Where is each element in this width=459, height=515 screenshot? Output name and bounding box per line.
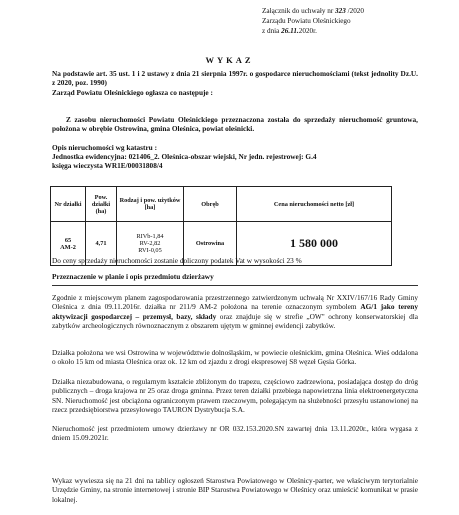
sale-statement: Z zasobu nieruchomości Powiatu Oleśnickiego przeznaczona została do sprzedaży nieruchomość gruntowa, położona w obrębie Ostrowina, gmina Oleśnica, powiat oleśnicki. bbox=[52, 115, 418, 134]
paragraph-location: Działka położona we wsi Ostrowina w województwie dolnośląskim, w powiecie oleśnickim, gmina Oleśnica. Wieś oddalona o około 15 km od miasta Oleśnica oraz ok. 12 km od zjazdu z drogi ekspresowej S8 węzeł Gęsia Górka. bbox=[52, 348, 418, 367]
property-table bbox=[50, 186, 392, 266]
cell-soil: RIVb-1,84 RV-2,82 RVI-0,05 bbox=[117, 222, 184, 266]
annex-line-1: Załącznik do uchwały nr 323 /2020 bbox=[262, 7, 364, 15]
legal-basis: Na podstawie art. 35 ust. 1 i 2 ustawy z dnia 21 sierpnia 1997r. o gospodarce nieruchomościami (tekst jednolity Dz.U. z 2020, poz. 1990) bbox=[52, 69, 418, 88]
section-heading: Przeznaczenie w planie i opis przedmiotu dzierżawy bbox=[52, 272, 214, 281]
annex-line-2: Zarządu Powiatu Oleśnickiego bbox=[262, 17, 351, 25]
land-register: księga wieczysta WR1E/00031808/4 bbox=[52, 161, 163, 170]
annex-header bbox=[262, 6, 364, 36]
annex-line-3: z dnia 26.11.2020r. bbox=[262, 27, 317, 35]
cell-price: 1 580 000 bbox=[237, 222, 392, 266]
cadastre-heading: Opis nieruchomości wg katastru : bbox=[52, 143, 157, 152]
paragraph-lease: Nieruchomość jest przedmiotem umowy dzierżawy nr OR 032.153.2020.SN zawartej dnia 13.11.2020r., która wygasa z dniem 15.09.2021r. bbox=[52, 424, 418, 443]
col-price: Cena nieruchomości netto [zł] bbox=[237, 187, 392, 222]
cell-precinct: Ostrowina bbox=[184, 222, 237, 266]
announcement: Zarząd Powiatu Oleśnickiego ogłasza co następuje : bbox=[52, 88, 213, 97]
handwritten-resolution-number: 323 bbox=[335, 7, 346, 15]
table-header-row bbox=[51, 187, 392, 222]
document-title: WYKAZ bbox=[205, 55, 254, 65]
col-soil: Rodzaj i pow. użytków [ha] bbox=[117, 187, 184, 222]
handwritten-date: 26.11. bbox=[281, 27, 299, 35]
zoning-symbol-text: AG/1 jako tereny aktywizacji gospodarczej – przemysł, bazy, składy bbox=[52, 302, 418, 321]
paragraph-publication: Wykaz wywiesza się na 21 dni na tablicy ogłoszeń Starostwa Powiatowego w Oleśnicy-parter, we właściwym terytorialnie Urzędzie Gminy, na stronie internetowej i stronie BIP Starostwa Powiatowego w Oleśnicy oraz umieścić komunikat w prasie lokalnej. bbox=[52, 476, 418, 504]
cell-plot-no: 65 AM-2 bbox=[51, 222, 86, 266]
col-plot-no: Nr działki bbox=[51, 187, 86, 222]
cell-area: 4,71 bbox=[86, 222, 117, 266]
paragraph-zoning: Zgodnie z miejscowym planem zagospodarowania przestrzennego zatwierdzonym uchwałą Nr XXIV/167/16 Rady Gminy Oleśnica z dnia 09.11.2016r. działka nr 211/9 AM-2 położona na terenie oznaczonym symbolem AG/1 jako tereny aktywizacji gospodarczej – przemysł, bazy, składy oraz znajduje się w strefie „OW" ochrony konserwatorskiej dla zabytków archeologicznych równoznacznym z obszarem ujętym w gminnej ewidencji zabytków. bbox=[52, 293, 418, 330]
col-area: Pow. działki (ha) bbox=[86, 187, 117, 222]
col-precinct: Obręb bbox=[184, 187, 237, 222]
section-divider bbox=[52, 285, 418, 286]
cadastre-unit: Jednostka ewidencyjna: 021406_2. Oleśnica-obszar wiejski, Nr jedn. rejestrowej: G.4 bbox=[52, 152, 317, 161]
paragraph-description: Działka niezabudowana, o regularnym kształcie zbliżonym do trapezu, częściowo zadrzewiona, posiadająca dostęp do dróg publicznych – droga krajowa nr 25 oraz droga gminna. Przez teren działki przebiega napowietrzna linia elektroenergetyczna SN. Nieruchomość jest obciążona ograniczonym prawem rzeczowym, polegającym na służebności przesyłu ustanowionej na rzecz przedsiębiorstwa przesyłowego TAURON Dystrybucja S.A. bbox=[52, 377, 418, 414]
vat-note: Do ceny sprzedaży nieruchomości zostanie doliczony podatek Vat w wysokości 23 % bbox=[52, 256, 302, 265]
